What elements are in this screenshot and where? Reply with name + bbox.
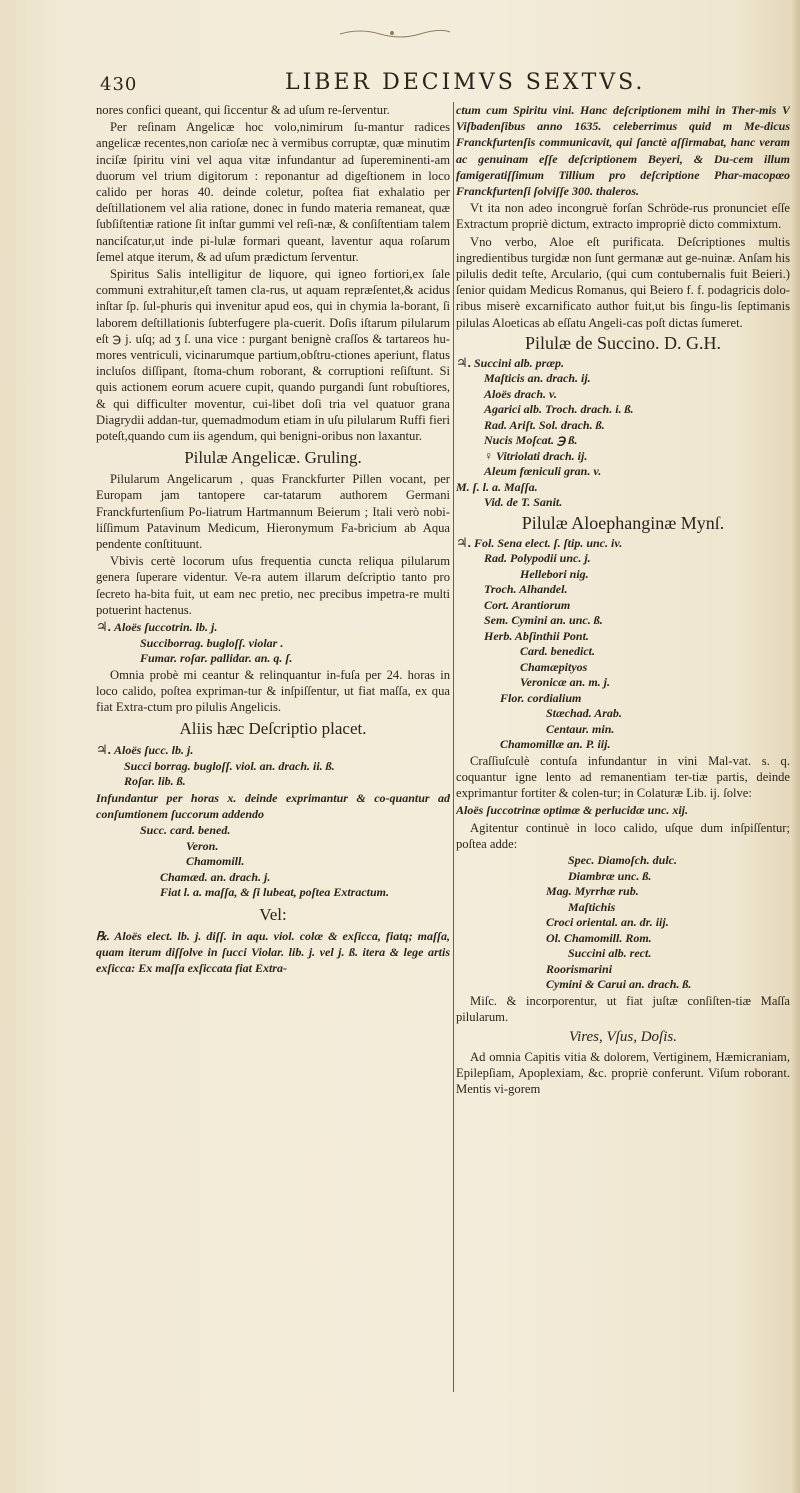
- ingredient: Centaur. min.: [546, 721, 615, 736]
- recipe-line: [456, 355, 790, 372]
- section-heading: Pilulæ Angelicæ. Gruling.: [184, 448, 362, 468]
- recipe-symbol-icon: ♃.: [456, 354, 471, 370]
- ingredient: M. ſ. l. a. Maſſa.: [456, 479, 538, 494]
- ingredient: Nucis Moſcat. ℈ ß.: [484, 433, 578, 448]
- recipe-line: [456, 535, 790, 552]
- ingredient: Aloës drach. v.: [484, 386, 557, 401]
- recipe-symbol-icon: ♃.: [456, 534, 471, 550]
- ingredient: Troch. Alhandel.: [484, 582, 568, 597]
- paragraph: Omnia probè mi ceantur & relinquantur in-fuſa per 24. horas in loco calido, poſtea expriman-tur & inſpiſſentur, ut fiat maſſa, ex qua fiat Extra-ctum pro pilulis Angelicis.: [96, 667, 450, 714]
- ingredient: Succini alb. rect.: [568, 946, 652, 961]
- ingredient: Chamomillæ an. P. iij.: [500, 737, 611, 752]
- paragraph: Vbivis certè locorum uſus frequentia cuncta reliqua pilularum genera ſuperare videntur. Ve-ra autem illarum deſcriptio tanto pro ſecreto ha-bita fuit, ut eam nec pretio, nec precibus impetra-re multi potuerint hactenus.: [96, 554, 450, 617]
- section-heading: Pilulæ de Succino. D. G.H.: [525, 332, 721, 353]
- page-number: 430: [100, 74, 138, 95]
- page-ornament: [330, 22, 460, 42]
- column-divider: [453, 102, 454, 1392]
- paragraph: Agitentur continuè in loco calido, uſque dum inſpiſſentur; poſtea adde:: [456, 820, 790, 851]
- right-column: [456, 102, 790, 1392]
- paragraph: ℞. Aloës elect. lb. j. diſſ. in aqu. viol. colæ & exſicca, fiatq; maſſa, quam iterum diſſolve in ſucci Violar. lib. j. vel j. ß. itera & lege artis exſicca: Ex maſſa exſiccata fiat Extra-: [96, 928, 450, 976]
- ingredient: Fumar. roſar. pallidar. an. q. ſ.: [140, 651, 293, 666]
- paragraph: Per reſinam Angelicæ hoc volo,nimirum ſu-mantur radices angelicæ recentes,non carioſæ nec à vermibus corruptæ, quæ minutim inciſæ ſpiritu vini vel aqua vitæ infundantur ad ſupereminenti-am duorum vel trium digitorum : reponantur ad digeſtionem in loco calido per horas 40. deinde coletur, poſtea fiat exhalatio per deſtillationem vel alia ratione, donec in fundo materia remaneat, quæ ſubſiſtentiæ ratione ſit inſtar gummi vel reſi-næ, & conſiſtentiam talem nanciſcatur,ut inde pi-lulæ formari queant, laventur aqua roſarum ſemel atque iterum, & ad uſum prædictum ſerventur.: [96, 120, 450, 264]
- ingredient: Rad. Ariſt. Sol. drach. ß.: [484, 417, 605, 432]
- section-heading: Vires, Vſus, Doſis.: [569, 1028, 677, 1045]
- paragraph: ctum cum Spiritu vini. Hanc deſcriptionem mihi in Ther-mis V Viſbadenſibus anno 1635. celeberrimus quid m Me-dicus Franckfurtenſis communicavit, qui ſanctè aſſirmabat, hanc veram ac genuinam eſſe deſcriptionem Beyeri, & Du-cem illum famigeratiſſimum Tillium pro deſcriptione Phar-macopœo Franckfurtenſi ſolviſſe 300. thaleros.: [456, 103, 790, 199]
- paragraph: Craſſiuſculè contuſa infundantur in vini Mal-vat. s. q. coquantur igne lento ad remanentiam ter-tiæ partis, deinde exprimantur fortiter & colen-tur; in Colaturæ Lib. ij. ſolve:: [456, 753, 790, 801]
- ingredient: Chamæd. an. drach. j.: [160, 869, 271, 884]
- ingredient: Roſar. lib. ß.: [124, 774, 186, 789]
- ingredient: Succini alb. præp.: [474, 355, 565, 370]
- ingredient: Sem. Cymini an. unc. ß.: [484, 613, 603, 628]
- paragraph: Ad omnia Capitis vitia & dolorem, Vertiginem, Hæmicraniam, Epilepſiam, Apoplexiam, &c. propriè conferunt. Viſum roborant. Mentis vi-gorem: [456, 1049, 790, 1097]
- left-column: [96, 102, 450, 1372]
- ingredient: Succ. card. bened.: [140, 823, 231, 838]
- ingredient: Hellebori nig.: [520, 566, 589, 581]
- ingredient: Succi borrag. bugloſſ. viol. an. drach. ii. ß.: [124, 758, 335, 773]
- page-header: [100, 70, 760, 100]
- recipe-symbol-icon: ♃.: [96, 619, 111, 635]
- ingredient: Diambræ unc. ß.: [568, 868, 652, 883]
- ingredient: Cort. Arantiorum: [484, 597, 571, 612]
- ingredient: Cymini & Carui an. drach. ß.: [546, 977, 692, 992]
- paragraph: Vt ita non adeo incongruè forſan Schröde-rus pronunciet eſſe Extractum propriè dictum, extracto impropriè dicto commixtum.: [456, 201, 790, 232]
- ingredient: Veronicæ an. m. j.: [520, 675, 611, 690]
- ingredient: Stæchad. Arab.: [546, 706, 622, 721]
- ingredient: Flor. cordialium: [500, 690, 582, 705]
- ingredient: Aleum fœniculi gran. v.: [484, 464, 602, 479]
- ingredient: Herb. Abſinthii Pont.: [484, 628, 589, 643]
- ingredient: Chamæpityos: [520, 659, 588, 674]
- section-heading: Vel:: [259, 904, 287, 924]
- ingredient: Chamomill.: [186, 854, 245, 869]
- ingredient: Maſticis an. drach. ij.: [484, 371, 591, 386]
- paragraph: Vno verbo, Aloe eſt purificata. Deſcriptiones multis ingredientibus turgidæ non ſunt germanæ aut ge-nuinæ. Anſam his pilulis dedit teſte, Arculario, (qui cum contubernalis fuit Beieri.) ſenior quidam Medicus Romanus, qui Beiero f. f. podagricis dolo-ribus miserè excarnificato author fuit,ut bis ſingu-lis ſeptimanis pilulas Aloeticas ab eſſatu Angeli-cas poſt dictas ſumeret.: [456, 234, 790, 330]
- running-title: LIBER DECIMVS SEXTVS.: [285, 70, 646, 95]
- ingredient: Veron.: [186, 838, 219, 853]
- ingredient: Vid. de T. Sanit.: [484, 495, 563, 510]
- page-edge: [790, 0, 800, 1493]
- recipe-line: [96, 619, 450, 636]
- ingredient: Fol. Sena elect. ſ. ſtip. unc. iv.: [474, 535, 623, 550]
- paragraph: Miſc. & incorporentur, ut fiat juſtæ conſiſten-tiæ Maſſa pilularum.: [456, 993, 790, 1024]
- ingredient: Spec. Diamoſch. dulc.: [568, 853, 677, 868]
- recipe-symbol-icon: ♃.: [96, 742, 111, 758]
- paragraph: Spiritus Salis intelligitur de liquore, qui igneo fortiori,ex ſale communi extrahitur,eſt tamen cla-rus, ut aquam repræſentet,& acidus inſtar ſp. ſul-phuris qui invenitur apud eos, qui in chymia la-borant, ſi laborem deſtillationis ſubterfugere pla-cuerit. Doſis iſtarum pilularum eſt ℈ j. uſq; ad ʒ ſ. una vice : purgant benignè craſſos & tartareos hu-mores ventriculi, vicinarumque partium,obſtru-ctiones aperiunt, flatus incluſos diſſipant, ſtoma-chum roborant, & corruptioni reſiſtunt. Si quis actionem eorum acuere cupit, quando purgandi ſunt robuſtiores, & qui difficulter moventur, cui-libet doſi tria vel quatuor grana Diagrydii addan-tur, quemadmodum etiam in uſu pilularum Ruffi fieri poteſt,quando cum iis agendum, qui benigni-oribus non laxantur.: [96, 267, 450, 444]
- section-heading: Aliis hæc Deſcriptio placet.: [179, 719, 367, 739]
- ingredient: Maſtichis: [568, 899, 616, 914]
- recipe-line: [96, 742, 450, 759]
- ingredient: Croci oriental. an. dr. iij.: [546, 915, 669, 930]
- paragraph: Aloës ſuccotrinæ optimæ & perlucidæ unc. xij.: [456, 803, 689, 818]
- ingredient: Aloës ſuccotrin. lb. j.: [114, 620, 218, 635]
- ingredient: Agarici alb. Troch. drach. i. ß.: [484, 402, 634, 417]
- paragraph: Infundantur per horas x. deinde exprimantur & co-quantur ad conſumtionem ſuccorum addendo: [96, 790, 450, 821]
- paragraph: Pilularum Angelicarum , quas Franckfurter Pillen vocant, per Europam jam tantopere car-tatarum authorem Germani Franckfurtenſium Po-liatrum Hartmannum Beierum ; Itali verò nobi-liſſimum Patavinum Medicum, Hieronymum Fa-bricium ab Aqua pendente conſtituunt.: [96, 472, 450, 552]
- ingredient: Mag. Myrrhæ rub.: [546, 884, 639, 899]
- paragraph: nores confici queant, qui ſiccentur & ad uſum re-ſerventur.: [96, 103, 390, 117]
- ingredient: Rad. Polypodii unc. j.: [484, 551, 591, 566]
- section-heading: Pilulæ Aloephanginæ Mynſ.: [521, 512, 725, 533]
- ingredient: Ol. Chamomill. Rom.: [546, 930, 652, 945]
- ingredient: Fiat l. a. maſſa, & ſi lubeat, poſtea Extractum.: [160, 885, 389, 900]
- ingredient: Aloës ſucc. lb. j.: [114, 743, 194, 758]
- ingredient: Succiborrag. bugloſſ. violar .: [140, 635, 284, 650]
- ingredient: Card. benedict.: [520, 644, 595, 659]
- ingredient: ♀ Vitriolati drach. ij.: [484, 448, 588, 463]
- ingredient: Roorismarini: [546, 961, 613, 976]
